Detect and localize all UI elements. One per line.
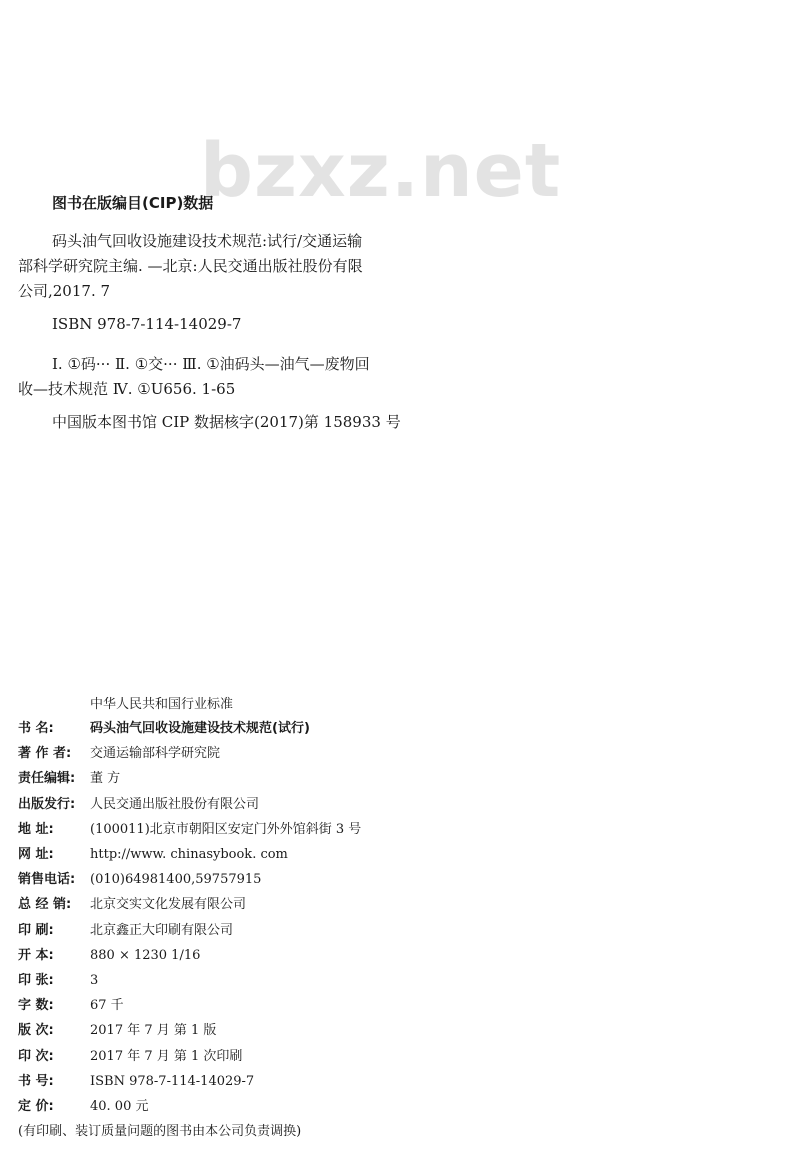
colophon-label: 印 次: [18,1048,54,1064]
colophon-label: 销售电话: [18,872,76,888]
colophon-row [18,817,538,842]
colophon-label: 印 刷: [18,922,54,938]
cip-line: 部科学研究院主编. —北京:人民交通出版社股份有限 [18,257,363,275]
colophon-label: 出版发行: [18,796,76,812]
colophon [18,693,538,1144]
colophon-value: (100011)北京市朝阳区安定门外外馆斜街 3 号 [90,821,362,837]
colophon-row [18,867,538,892]
cip-classification: 收—技术规范 Ⅳ. ①U656. 1-65 [18,380,236,398]
colophon-label: 责任编辑: [18,771,76,787]
colophon-label: 开 本: [18,947,54,963]
colophon-label: 版 次: [18,1023,54,1039]
series-title: 中华人民共和国行业标准 [90,697,234,712]
colophon-row [18,1094,538,1119]
colophon-value: 67 千 [90,998,124,1014]
colophon-value: 880 × 1230 1/16 [90,947,201,963]
colophon-row [18,892,538,917]
colophon-row [18,792,538,817]
cip-number: 中国版本图书馆 CIP 数据核字(2017)第 158933 号 [52,413,401,431]
cip-title: 图书在版编目(CIP)数据 [52,194,214,212]
colophon-value: (010)64981400,59757915 [90,872,262,888]
colophon-label: 网 址: [18,847,54,863]
colophon-label: 书 名: [18,721,54,736]
watermark: bzxz.net [200,128,562,214]
colophon-label: 地 址: [18,821,54,837]
colophon-value: 码头油气回收设施建设技术规范(试行) [90,721,310,736]
quality-note: (有印刷、装订质量问题的图书由本公司负责调换) [18,1124,302,1140]
colophon-value: 董 方 [90,771,121,787]
cip-line: 公司,2017. 7 [18,282,111,300]
colophon-value: 40. 00 元 [90,1099,149,1115]
cip-classification: Ⅰ. ①码··· Ⅱ. ①交··· Ⅲ. ①油码头—油气—废物回 [52,355,370,373]
colophon-label: 定 价: [18,1099,54,1115]
colophon-value: 北京鑫正大印刷有限公司 [90,922,234,938]
colophon-label: 书 号: [18,1073,54,1089]
colophon-label: 著 作 者: [18,746,72,762]
colophon-label: 字 数: [18,998,54,1014]
colophon-value: 3 [90,973,99,989]
colophon-row [18,918,538,943]
colophon-value: 人民交通出版社股份有限公司 [90,796,260,812]
colophon-value: 北京交实文化发展有限公司 [90,897,247,913]
colophon-label: 印 张: [18,973,54,989]
colophon-row [18,741,538,766]
colophon-value: 2017 年 7 月 第 1 版 [90,1023,217,1039]
colophon-value: 交通运输部科学研究院 [90,746,221,762]
colophon-row [18,716,538,741]
colophon-row [18,968,538,993]
colophon-value: ISBN 978-7-114-14029-7 [90,1073,255,1089]
colophon-label: 总 经 销: [18,897,72,913]
colophon-value: http://www. chinasybook. com [90,847,288,863]
colophon-row [18,993,538,1018]
colophon-value: 2017 年 7 月 第 1 次印刷 [90,1048,243,1064]
cip-isbn: ISBN 978-7-114-14029-7 [52,315,242,333]
colophon-row [18,1044,538,1069]
colophon-row [18,1069,538,1094]
cip-line: 码头油气回收设施建设技术规范:试行/交通运输 [52,232,363,250]
colophon-row [18,943,538,968]
colophon-row [18,1018,538,1043]
colophon-row [18,766,538,791]
colophon-row [18,842,538,867]
cip-data-block [18,192,478,435]
colophon-rows [18,716,538,1119]
